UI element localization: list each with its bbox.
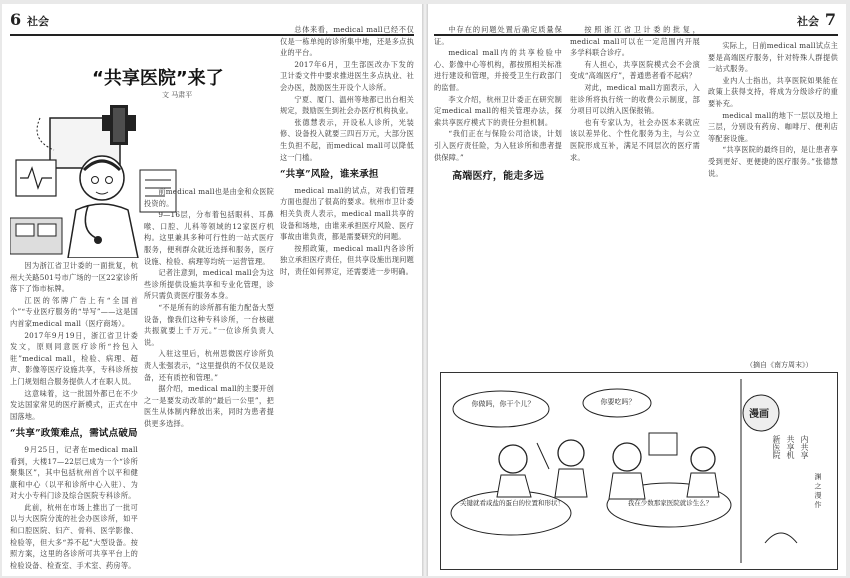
body-paragraph: 按照政策，medical mall内各诊所独立承担医疗责任，但共享设施出现问题时，责任如何界定，还需要进一步明确。 <box>280 243 414 276</box>
cartoon-title: 漫画 <box>749 409 769 420</box>
intro-paragraph: 江医的邻牌广告上有“全国首个”“专业医疗服务的“导写”——这是国内首家medical mall（医疗商场）。 <box>10 295 138 328</box>
cartoon-caption: 内共享 <box>800 435 809 459</box>
body-paragraph: medical mall的地下一层以及地上三层，分别设有药房、咖啡厅、便利店等配套设施。 <box>708 110 838 143</box>
right-page-header <box>797 10 836 34</box>
body-paragraph: 前medical mall也是由金和众医院投资的。 <box>144 187 274 208</box>
section-heading: “共享”政策难点，需试点破局 <box>10 428 138 440</box>
body-paragraph: 记者注意到，medical mall会为这些诊所提供设施共享和专业化管理，诊所只需负责医疗服务本身。 <box>144 268 274 301</box>
body-paragraph: 入驻这里后，杭州思微医疗诊所负责人张强表示，“这里提供的不仅仅是设备，还有质控和管理。” <box>144 349 274 382</box>
right-column-3 <box>708 40 838 356</box>
speech-bubble: 我在少数那家医院就诊生么？ <box>627 499 713 507</box>
body-paragraph: 2017年6月，卫生部医改办下发的卫计委文件中要求推进医生多点执业、社会办医，鼓励医生开设个人诊所。 <box>280 59 414 92</box>
right-column-1 <box>434 24 562 370</box>
body-paragraph: “我们正在与保险公司洽谈，计划引入医疗责任险，为入驻诊所和患者提供保障。” <box>434 129 562 162</box>
article-author: 文 马肃平 <box>162 91 193 99</box>
speech-bubble: 关键就看咸盐的蛋白的位置和形状！ <box>460 499 564 507</box>
left-column-3 <box>280 24 414 570</box>
cartoon-caption: 共享机 <box>786 435 795 459</box>
speech-bubble: 你要吃吗？ <box>600 398 636 406</box>
section-heading: 高端医疗，能走多远 <box>452 171 544 183</box>
body-paragraph: 中存在的问题处置后确定质量保证。 <box>434 25 562 46</box>
left-column-2 <box>144 186 274 570</box>
body-paragraph: 实际上，日前medical mall试点主要是高端医疗服务，针对特殊人群提供一站式服务。 <box>708 41 838 74</box>
body-paragraph: 业内人士指出，共享医院如果能在政策上获得支持，将成为分级诊疗的重要补充。 <box>708 75 838 108</box>
right-page-number: 7 <box>824 10 836 29</box>
body-paragraph: 9—16层，分布着包括眼科、耳鼻喉、口腔、儿科等领域的12家医疗机构。这里兼具多种可行性的一站式医疗服务，便利群众就近选择和服务，医疗设施、检验、病理等均统一运营管理。 <box>144 210 274 266</box>
article-title: “共享医院”来了 <box>92 68 224 89</box>
speech-bubble: 你做吗，你干个儿？ <box>471 400 535 408</box>
intro-paragraph: 这意味着，这一批国外都已在不少发达国家常见的医疗新模式，正式在中国落地。 <box>10 388 138 421</box>
body-paragraph: medical mall的试点，对我们管理方面也提出了很高的要求。杭州市卫计委相关负责人表示，medical mall共享的设备和场地，由谁来承担医疗风险、医疗事故由谁负责，都是需要研究的问题。 <box>280 185 414 242</box>
body-paragraph: 有人担心，共享医院模式会不会演变成“高端医疗”，普通患者看不起病？ <box>570 59 700 81</box>
left-column-1 <box>10 260 138 570</box>
left-page-header <box>10 10 49 34</box>
right-section-label: 社会 <box>797 15 820 28</box>
body-paragraph: 李文介绍，杭州卫计委正在研究制定medical mall的相关管理办法，探索共享医疗模式下的责任分担机制。 <box>434 94 562 127</box>
left-section-label: 社会 <box>26 15 49 28</box>
body-paragraph: “共享医院的最终目的，是让患者享受到更好、更便捷的医疗服务。”张德慧说。 <box>708 145 838 178</box>
body-paragraph: medical mall内的共享检验中心、影像中心等机构，都按照相关标准进行建设和管理，并接受卫生行政部门的监督。 <box>434 48 562 92</box>
body-paragraph: 张德慧表示，开设私人诊所，光装修、设备投入就要三四百万元，大部分医生负担不起，而medical mall可以降低这一门槛。 <box>280 117 414 162</box>
cartoon-signature: 渊 之 漫 作 <box>814 473 822 508</box>
body-paragraph: 总体来看，medical mall已经不仅仅是一栋单纯的诊所集中地，还是多点执业的平台。 <box>280 25 414 58</box>
intro-paragraph: 因为浙江省卫计委的一面批复，杭州大关路501号市广场的一区22家诊所落下了饰市标牌。 <box>10 261 138 294</box>
body-paragraph: 9月25日，记者在medical mall看到，大楼17—22层已成为一个“诊所聚集区”，其中包括杭州首个以平和健康和中心（以平和诊所中心入驻）、为对大小专科门诊及综合医院专科诊所。 <box>10 444 138 501</box>
body-paragraph: 对此，medical mall方面表示，入驻诊所将执行统一的收费公示制度，部分项目可以纳入医保报销。 <box>570 82 700 116</box>
body-paragraph: “不是所有的诊所都有能力配备大型设备，像我们这种专科诊所，一台核磁共振就要上千万元。”一位诊所负责人说。 <box>144 302 274 347</box>
body-paragraph: 按照浙江省卫计委的批复，medical mall可以在一定范围内开展多学科联合诊疗。 <box>570 25 700 58</box>
source-credit: （摘自《南方周末》） <box>746 361 813 369</box>
left-page <box>2 4 422 576</box>
body-paragraph: 宁夏、厦门、温州等地都已出台相关规定，鼓励医生到社会办医疗机构执业。 <box>280 94 414 116</box>
right-page <box>428 4 846 576</box>
left-page-number: 6 <box>10 10 22 29</box>
body-paragraph: 也有专家认为，社会办医本来就应该以差异化、个性化服务为主，与公立医院形成互补，满足不同层次的医疗需求。 <box>570 117 700 162</box>
right-column-2 <box>570 24 700 370</box>
body-paragraph: 据介绍，medical mall的主要开创之一是要发动改革的“最后一公里”，把医生从体制内释放出来，同时为患者提供更多选择。 <box>144 384 274 428</box>
section-heading: “共享”风险，谁来承担 <box>280 169 379 181</box>
intro-paragraph: 2017年9月19日，浙江省卫计委发文，原则同意医疗诊所“拎包入驻”medical mall，检验、病理、超声、影像等医疗设施共享，专科诊所按上门规划组合服务提供人才在职人员。 <box>10 330 138 386</box>
body-paragraph: 此前，杭州在市场上推出了一批可以与大医院分流的社会办医诊所，如平和口腔医院、妇产、骨科、医学影像、检验等，但大多“养不起”大型设备。按照方案，这里的各诊所可共享平台上的检验设备、检查室、手术室、药房等。 <box>10 502 138 570</box>
cartoon-panel <box>440 372 838 570</box>
cartoon-caption: 新医院 <box>772 435 781 459</box>
